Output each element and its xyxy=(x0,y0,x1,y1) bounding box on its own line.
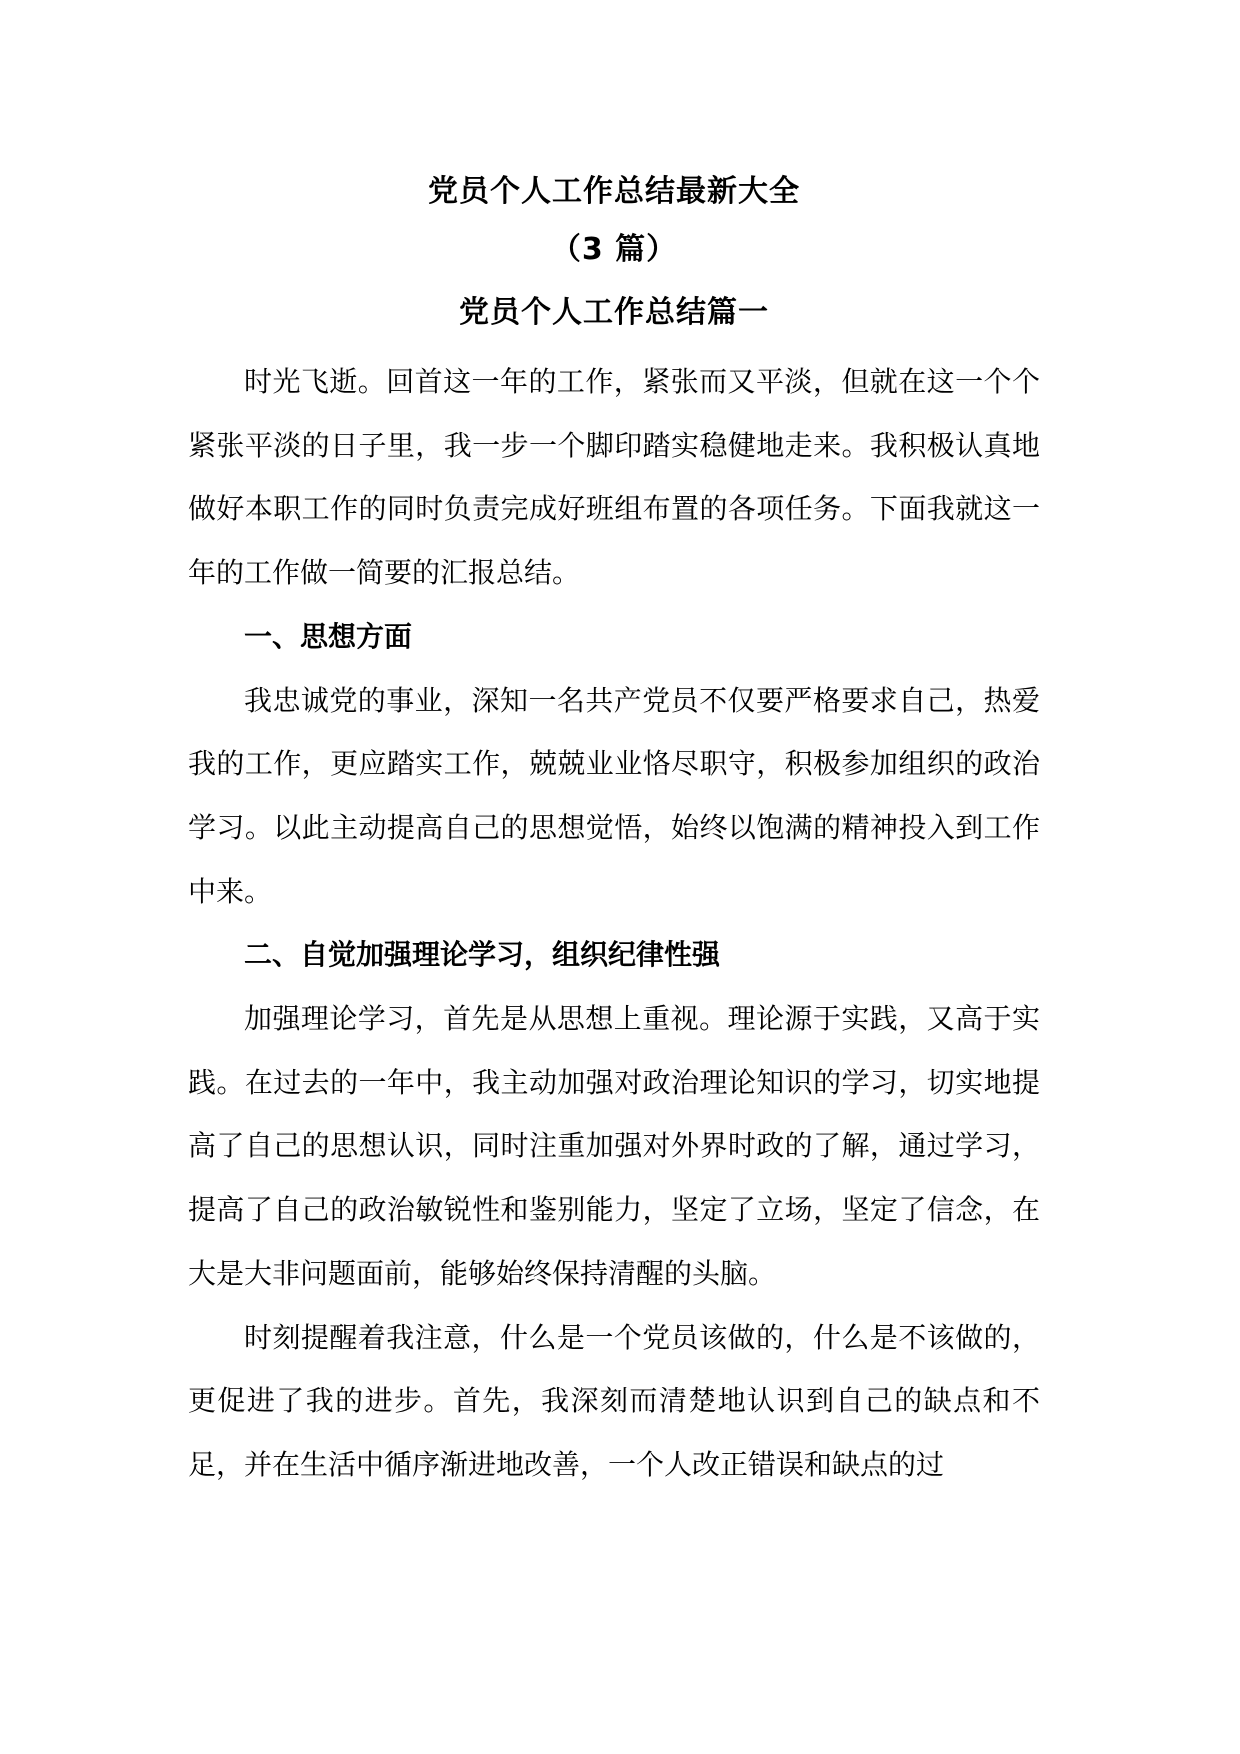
document-subtitle-count: （3 篇） xyxy=(550,232,678,267)
document-title: 党员个人工作总结最新大全 xyxy=(428,174,800,209)
section-theory-paragraph-2: 时刻提醒着我注意，什么是一个党员该做的，什么是不该做的，更促进了我的进步。首先，我深刻而清楚地认识到自己的缺点和不足，并在生活中循序渐进地改善，一个人改正错误和缺点的过 xyxy=(188,1320,1040,1481)
intro-paragraph: 时光飞逝。回首这一年的工作，紧张而又平淡，但就在这一个个紧张平淡的日子里，我一步一个脚印踏实稳健地走来。我积极认真地做好本职工作的同时负责完成好班组布置的各项任务。下面我就这一年的工作做一简要的汇报总结。 xyxy=(188,365,1040,590)
document-body xyxy=(188,172,1040,1497)
section-heading-ideology: 一、思想方面 xyxy=(244,619,413,653)
section-theory-paragraph-1: 加强理论学习，首先是从思想上重视。理论源于实践，又高于实践。在过去的一年中，我主动加强对政治理论知识的学习，切实地提高了自己的思想认识，同时注重加强对外界时政的了解，通过学习，提高了自己的政治敏锐性和鉴别能力，坚定了立场，坚定了信念，在大是大非问题面前，能够始终保持清醒的头脑。 xyxy=(188,1002,1040,1290)
document-part-title: 党员个人工作总结篇一 xyxy=(459,295,769,330)
section-heading-theory-study: 二、自觉加强理论学习，组织纪律性强 xyxy=(244,938,721,972)
section-ideology-paragraph: 我忠诚党的事业，深知一名共产党员不仅要严格要求自己，热爱我的工作，更应踏实工作，兢兢业业恪尽职守，积极参加组织的政治学习。以此主动提高自己的思想觉悟，始终以饱满的精神投入到工作中来。 xyxy=(188,683,1040,908)
